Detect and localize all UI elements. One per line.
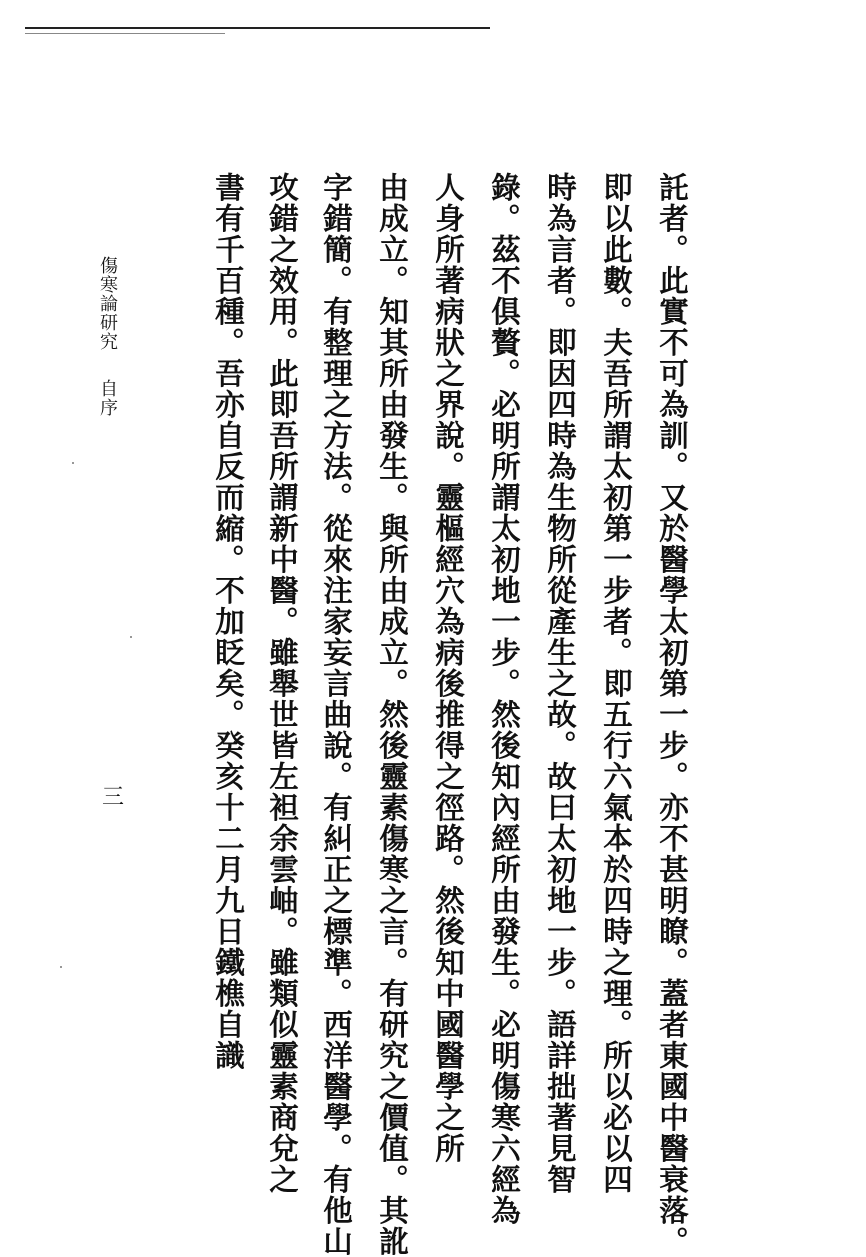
running-head (94, 256, 120, 476)
top-rule (25, 27, 490, 29)
folio: 三 (101, 785, 124, 810)
scan-speck (72, 462, 74, 464)
text-column-9: 書有千百種。吾亦自反而縮。不加眨矣。癸亥十二月九日鐵樵自識 (211, 172, 246, 1071)
text-column-1: 託者。此實不可為訓。又於醫學太初第一步。亦不甚明瞭。蓋者東國中醫衰落。 (655, 172, 690, 1257)
scan-speck (60, 966, 62, 968)
section-title: 自序 (97, 379, 118, 417)
text-column-2: 即以此數。夫吾所謂太初第一步者。即五行六氣本於四時之理。所以必以四 (599, 172, 634, 1195)
scan-speck (130, 636, 132, 638)
text-column-8: 攻錯之效用。此即吾所謂新中醫。雖舉世皆左袒余雲岫。雖類似靈素商兌之 (265, 172, 300, 1195)
text-column-7: 字錯簡。有整理之方法。從來注家妄言曲說。有糾正之標準。西洋醫學。有他山 (319, 172, 354, 1257)
text-column-6: 由成立。知其所由發生。與所由成立。然後靈素傷寒之言。有研究之價值。其訛 (375, 172, 410, 1257)
text-column-3: 時為言者。即因四時為生物所從產生之故。故曰太初地一步。語詳拙著見智 (543, 172, 578, 1195)
top-rule-thin (25, 33, 225, 34)
text-column-5: 人身所著病狀之界說。靈樞經穴為病後推得之徑路。然後知中國醫學之所 (431, 172, 466, 1164)
text-column-4: 錄。茲不俱贅。必明所謂太初地一步。然後知內經所由發生。必明傷寒六經為 (487, 172, 522, 1226)
book-title: 傷寒論研究 (97, 256, 118, 351)
